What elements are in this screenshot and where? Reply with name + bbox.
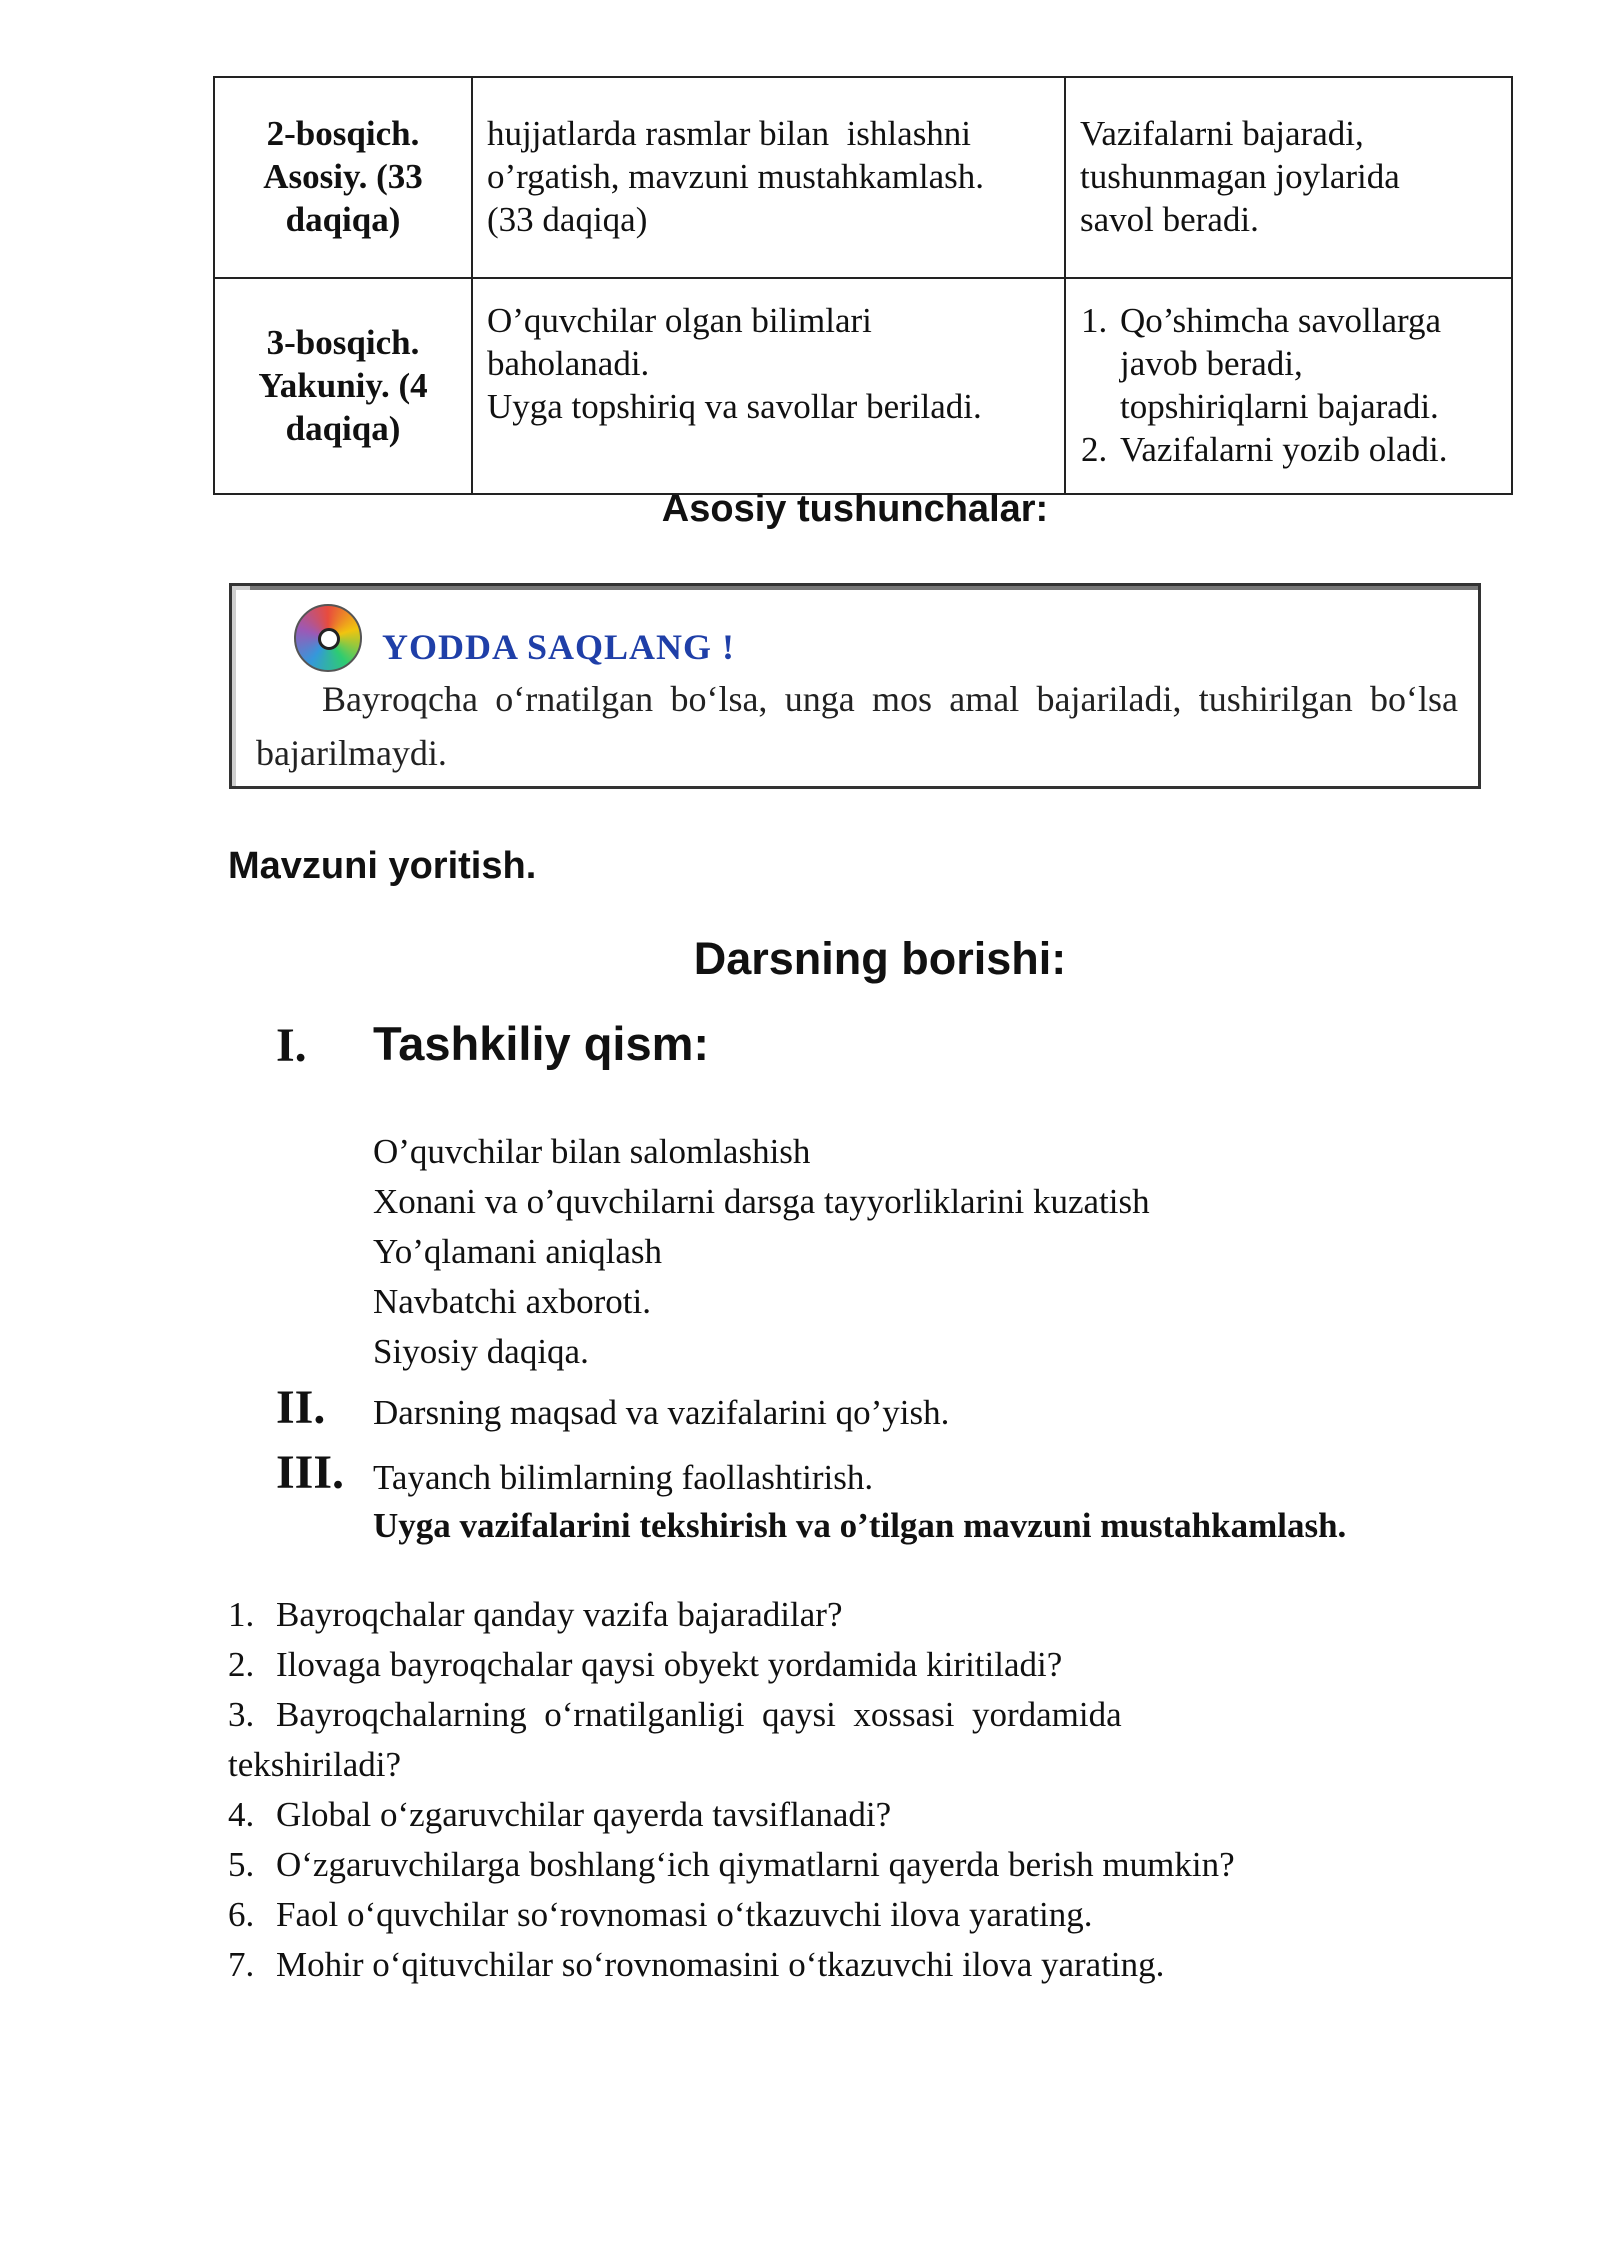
- list-item: [228, 1840, 1328, 1890]
- question-text: Bayroqchalar qanday vazifa bajaradilar?: [276, 1595, 843, 1634]
- stage-line: 2-bosqich.: [266, 114, 420, 153]
- remember-text: Bayroqcha o‘rnatilgan bo‘lsa, unga mos amal bajariladi, tushirilgan bo‘lsa bajarilmaydi.: [256, 679, 1458, 773]
- list-item: [228, 1590, 1328, 1640]
- stage-line: 3-bosqich.: [266, 323, 420, 362]
- question-text: Mohir o‘qituvchilar so‘rovnomasini o‘tkazuvchi ilova yarating.: [276, 1945, 1165, 1984]
- student-line: tushunmagan joylarida: [1080, 157, 1400, 196]
- list-item-continuation: tekshiriladi?: [228, 1745, 402, 1784]
- stage-line: daqiqa): [285, 409, 401, 448]
- lesson-stages-table: [213, 76, 1513, 495]
- section-number: II.: [276, 1381, 326, 1434]
- stage-cell: [214, 77, 472, 278]
- table-row: [214, 77, 1512, 278]
- teacher-line: hujjatlarda rasmlar bilan ishlashni: [487, 114, 972, 153]
- topic-heading: Mavzuni yoritish.: [228, 845, 537, 887]
- section-text: Tayanch bilimlarning faollashtirish.: [373, 1458, 874, 1497]
- list-item: [228, 1790, 1328, 1840]
- box-shadow-line: [250, 586, 1478, 590]
- question-number: 5.: [228, 1845, 255, 1884]
- stage-line: Yakuniy. (4: [258, 366, 428, 405]
- question-number: 6.: [228, 1895, 255, 1934]
- list-item: 1. Qo’shimcha savollarga javob beradi, topshiriqlarni bajaradi.: [1116, 299, 1497, 428]
- section-bold-text: Uyga vazifalarini tekshirish va o’tilgan mavzuni mustahkamlash.: [373, 1506, 1347, 1545]
- question-number: 2.: [228, 1645, 255, 1684]
- student-activity-cell: [1065, 278, 1512, 494]
- remember-title: YODDA SAQLANG !: [382, 627, 736, 667]
- question-list: [228, 1590, 1328, 1990]
- list-item: [228, 1890, 1328, 1940]
- list-item: 2. Vazifalarni yozib oladi.: [1116, 428, 1497, 471]
- lesson-heading: Darsning borishi:: [693, 933, 1067, 984]
- organizational-items: [373, 1127, 1150, 1377]
- question-text: Bayroqchalarning o‘rnatilganligi qaysi xossasi yordamida: [276, 1695, 1122, 1734]
- student-activity-cell: [1065, 77, 1512, 278]
- stage-cell: [214, 278, 472, 494]
- teacher-line: o’rgatish, mavzuni mustahkamlash.: [487, 157, 985, 196]
- section-title: Tashkiliy qism:: [373, 1017, 710, 1070]
- list-item: Yo’qlamani aniqlash: [373, 1232, 663, 1271]
- list-item: [228, 1940, 1328, 1990]
- list-item: O’quvchilar bilan salomlashish: [373, 1132, 811, 1171]
- list-item: Navbatchi axboroti.: [373, 1282, 651, 1321]
- teacher-line: baholanadi.: [487, 344, 650, 383]
- table-row: [214, 278, 1512, 494]
- student-task-list: [1070, 299, 1497, 471]
- list-item: Xonani va o’quvchilarni darsga tayyorliklarini kuzatish: [373, 1182, 1150, 1221]
- teacher-line: (33 daqiqa): [487, 200, 648, 239]
- student-line: savol beradi.: [1080, 200, 1259, 239]
- list-item: [228, 1690, 1328, 1740]
- section-number: III.: [276, 1446, 345, 1499]
- question-text: Global o‘zgaruvchilar qayerda tavsiflanadi?: [276, 1795, 892, 1834]
- cd-icon: [294, 604, 362, 672]
- remember-box: [229, 583, 1481, 789]
- list-item: Siyosiy daqiqa.: [373, 1332, 589, 1371]
- student-line: Vazifalarni bajaradi,: [1080, 114, 1364, 153]
- question-text: Faol o‘quvchilar so‘rovnomasi o‘tkazuvchi ilova yarating.: [276, 1895, 1093, 1934]
- teacher-line: Uyga topshiriq va savollar beriladi.: [487, 387, 982, 426]
- question-text: O‘zgaruvchilarga boshlang‘ich qiymatlarni qayerda berish mumkin?: [276, 1845, 1235, 1884]
- list-item: [228, 1640, 1328, 1690]
- teacher-activity-cell: [472, 77, 1065, 278]
- teacher-line: O’quvchilar olgan bilimlari: [487, 301, 872, 340]
- stage-line: daqiqa): [285, 200, 401, 239]
- concepts-heading: Asosiy tushunchalar:: [661, 488, 1049, 530]
- question-text: Ilovaga bayroqchalar qaysi obyekt yordamida kiritiladi?: [276, 1645, 1063, 1684]
- question-number: 1.: [228, 1595, 255, 1634]
- question-number: 4.: [228, 1795, 255, 1834]
- question-number: 7.: [228, 1945, 255, 1984]
- question-number: 3.: [228, 1695, 255, 1734]
- section-text: Darsning maqsad va vazifalarini qo’yish.: [373, 1393, 950, 1432]
- stage-line: Asosiy. (33: [263, 157, 423, 196]
- teacher-activity-cell: [472, 278, 1065, 494]
- section-number: I.: [276, 1019, 307, 1072]
